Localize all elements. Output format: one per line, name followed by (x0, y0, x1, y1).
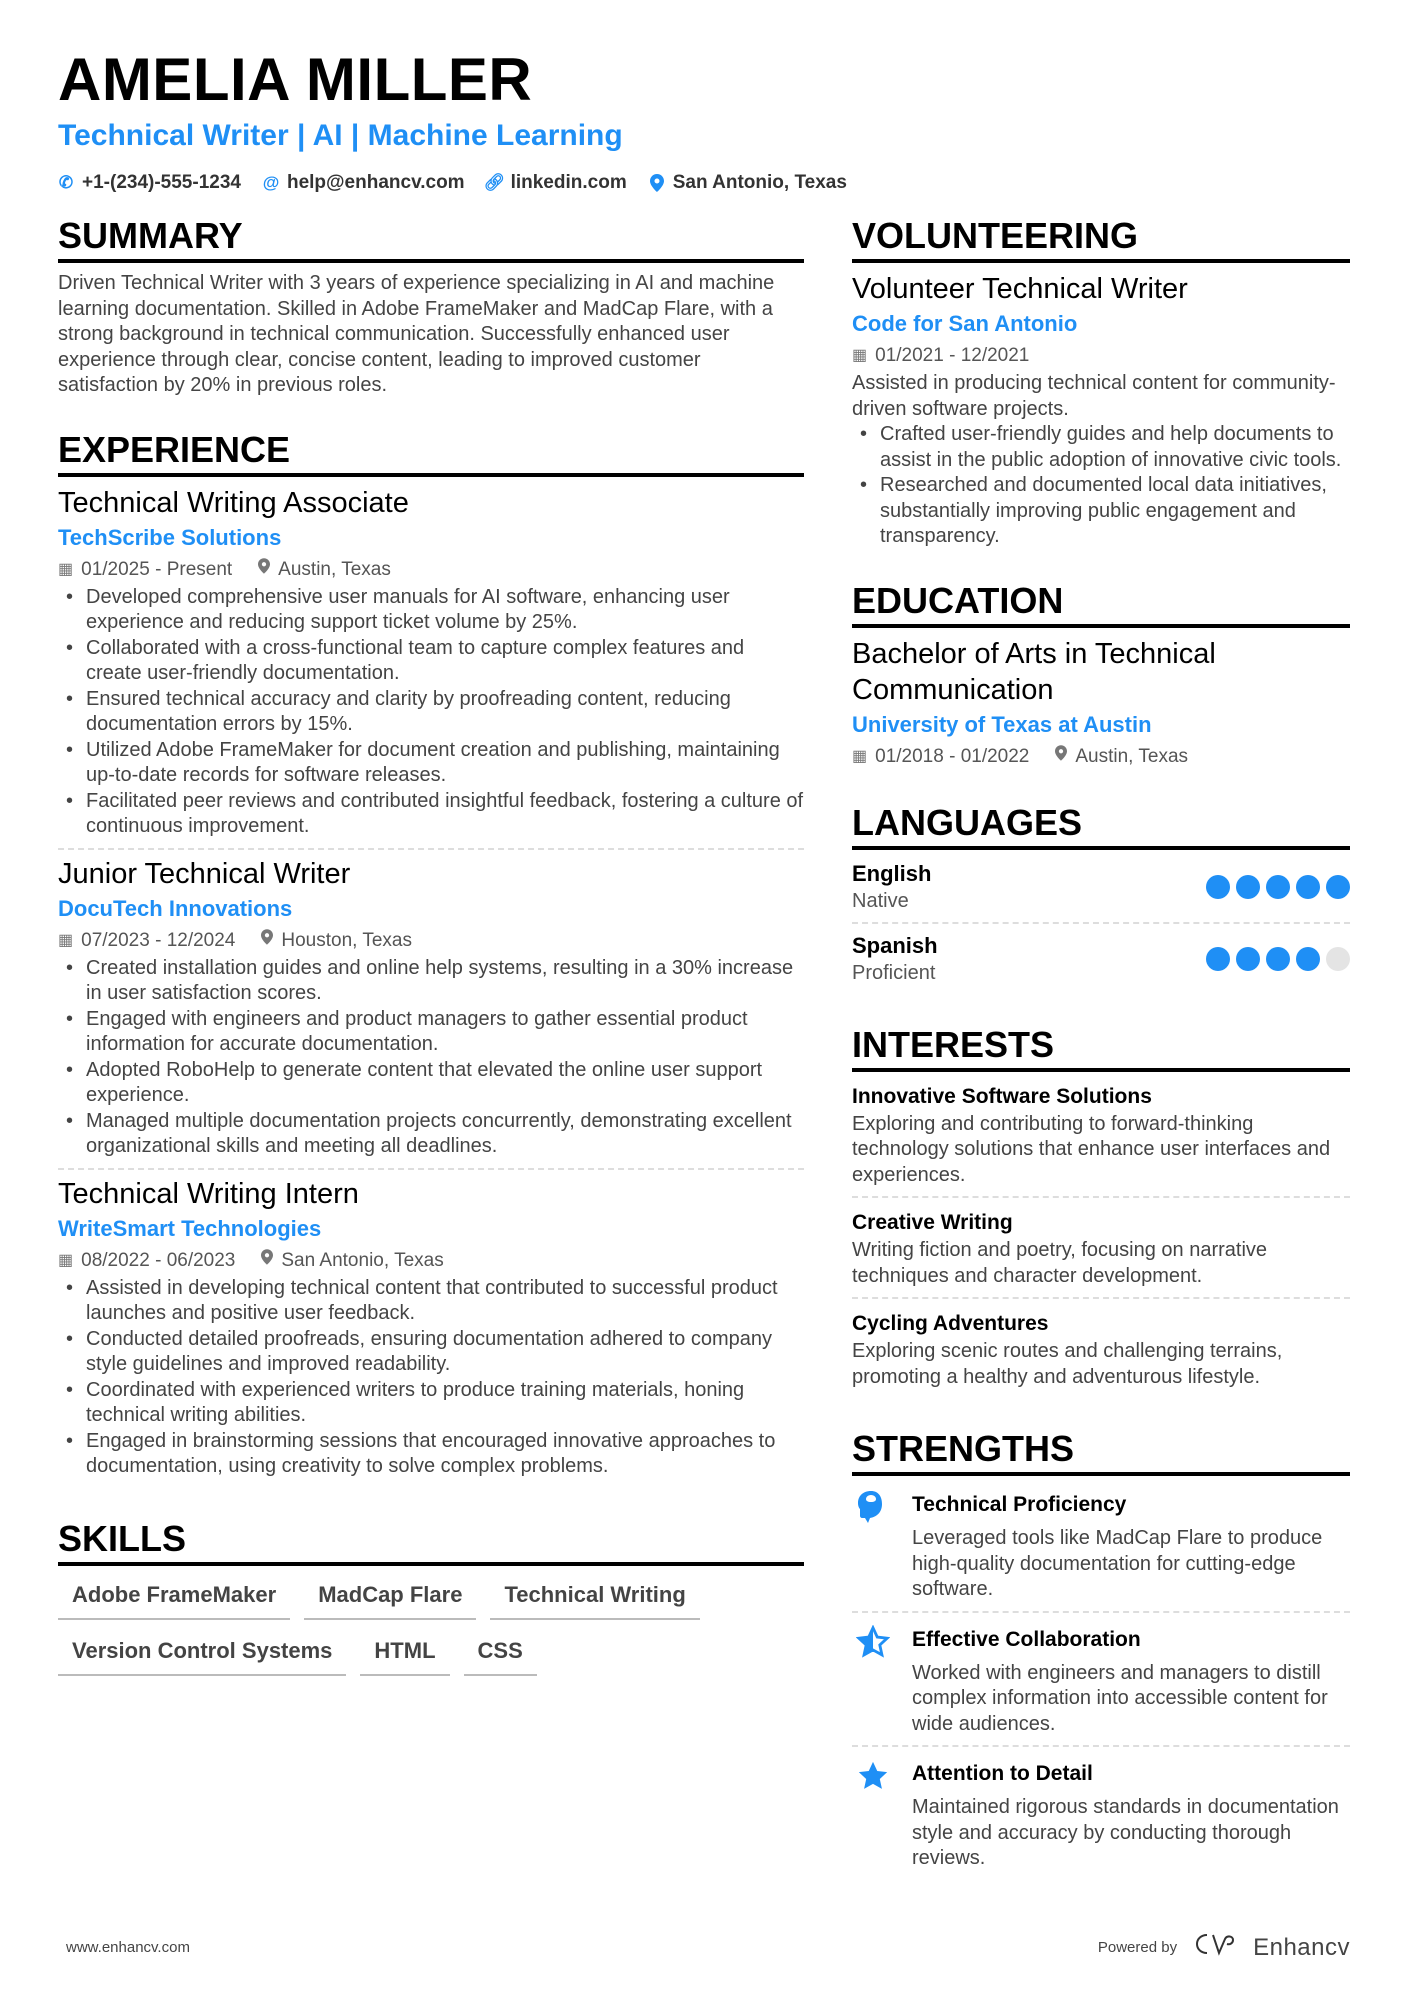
bullet: • Created installation guides and online help systems, resulting in a 30% increase in user satisfaction scores. (58, 956, 804, 1007)
job-bullets (58, 1276, 804, 1480)
location-icon (1055, 742, 1067, 772)
summary-text: Driven Technical Writer with 3 years of experience specializing in AI and machine learning documentation. Skilled in Adobe FrameMaker and MadCap Flare, with a strong background in technical communication. Successfully enhanced user experience through clear, concise content, leading to improved customer satisfaction by 20% in previous roles. (58, 272, 775, 396)
section-title-languages: LANGUAGES (852, 802, 1350, 850)
brand-name: Enhancv (1253, 1933, 1350, 1961)
job-title: Technical Writing Associate (58, 486, 409, 519)
bullet: • Utilized Adobe FrameMaker for document creation and publishing, maintaining up-to-date records for software releases. (58, 738, 804, 789)
bullet: • Developed comprehensive user manuals for AI software, enhancing user experience and reducing support ticket volume by 25%. (58, 585, 804, 636)
bullet: • Engaged in brainstorming sessions that encouraged innovative approaches to documentation, using creativity to solve complex problems. (58, 1429, 804, 1480)
location-icon (261, 1246, 273, 1276)
job-location: San Antonio, Texas (281, 1249, 444, 1271)
bullet: • Assisted in developing technical content that contributed to successful product launches and positive user feedback. (58, 1276, 804, 1327)
language-rating (1206, 947, 1350, 971)
rating-dot-filled (1296, 947, 1320, 971)
language-name: Spanish (852, 932, 938, 958)
section-title-volunteering: VOLUNTEERING (852, 215, 1350, 263)
rating-dot-filled (1236, 947, 1260, 971)
candidate-name: AMELIA MILLER (58, 46, 533, 113)
calendar-icon: ▦ (852, 347, 868, 364)
summary-section (58, 215, 804, 399)
bullet: • Conducted detailed proofreads, ensuring documentation adhered to company style guidelines and improved readability. (58, 1327, 804, 1378)
strength-text: Worked with engineers and managers to distill complex information into accessible content for wide audiences. (912, 1661, 1328, 1735)
section-title-skills: SKILLS (58, 1518, 804, 1566)
volunteering-section (852, 215, 1350, 550)
language-item (852, 930, 1350, 994)
language-rating (1206, 875, 1350, 899)
job-location: Houston, Texas (281, 929, 412, 951)
experience-section (58, 429, 804, 1488)
company-name: DocuTech Innovations (58, 895, 293, 921)
strength-text: Leveraged tools like MadCap Flare to produce high-quality documentation for cutting-edge software. (912, 1527, 1323, 1600)
contact-email-text: help@enhancv.com (286, 172, 465, 193)
page-footer (66, 1932, 1350, 1963)
bullet: • Ensured technical accuracy and clarity by proofreading content, reducing documentation errors by 15%. (58, 687, 804, 738)
calendar-icon: ▦ (58, 560, 74, 578)
company-name: WriteSmart Technologies (58, 1215, 322, 1241)
volunteer-meta (852, 341, 1350, 371)
skill-tag: Adobe FrameMaker (58, 1578, 290, 1620)
right-column (852, 215, 1350, 1910)
contact-linkedin[interactable] (483, 172, 627, 194)
skill-tag: CSS (464, 1634, 537, 1676)
contact-list (58, 172, 1358, 194)
contact-email[interactable] (263, 172, 465, 194)
phone-icon: ✆ (58, 173, 74, 192)
experience-entry (58, 485, 804, 850)
rating-dot-empty (1326, 947, 1350, 971)
footer-website-link[interactable]: www.enhancv.com (66, 1939, 190, 1956)
contact-location (649, 172, 847, 194)
experience-entry (58, 856, 804, 1170)
experience-entry (58, 1176, 804, 1488)
resume-header (58, 44, 1358, 194)
bullet: • Researched and documented local data initiatives, substantially improving public engagement and transparency. (852, 473, 1350, 550)
interest-text: Exploring and contributing to forward-thinking technology solutions that enhance user interfaces and experiences. (852, 1112, 1331, 1186)
candidate-title: Technical Writer | AI | Machine Learning (58, 119, 623, 152)
rating-dot-filled (1266, 875, 1290, 899)
skill-tag: MadCap Flare (304, 1578, 476, 1620)
rating-dot-filled (1326, 875, 1350, 899)
bullet: • Facilitated peer reviews and contributed insightful feedback, fostering a culture of continuous improvement. (58, 789, 804, 840)
section-title-experience: EXPERIENCE (58, 429, 804, 477)
at-icon: @ (262, 173, 280, 192)
bullet: • Engaged with engineers and product managers to gather essential product information for accurate documentation. (58, 1007, 804, 1058)
bullet: • Collaborated with a cross-functional team to capture complex features and create user-friendly documentation. (58, 636, 804, 687)
calendar-icon: ▦ (58, 1251, 74, 1269)
skill-tag: Technical Writing (490, 1578, 699, 1620)
job-dates: 07/2023 - 12/2024 (81, 929, 236, 951)
education-dates: 01/2018 - 01/2022 (875, 745, 1030, 767)
powered-by (1098, 1932, 1350, 1963)
contact-location-text: San Antonio, Texas (672, 172, 847, 193)
bullet: • Coordinated with experienced writers to produce training materials, honing technical writing abilities. (58, 1378, 804, 1429)
volunteer-org: Code for San Antonio (852, 311, 1078, 336)
company-name: TechScribe Solutions (58, 524, 282, 550)
interest-text: Exploring scenic routes and challenging terrains, promoting a healthy and adventurous lifestyle. (852, 1340, 1283, 1388)
job-meta (58, 926, 804, 956)
powered-by-label: Powered by (1097, 1939, 1178, 1956)
rating-dot-filled (1206, 947, 1230, 971)
skill-tag: Version Control Systems (58, 1634, 346, 1676)
job-meta (58, 555, 804, 585)
rating-dot-filled (1206, 875, 1230, 899)
bullet: • Crafted user-friendly guides and help documents to assist in the public adoption of innovative civic tools. (852, 422, 1350, 473)
section-title-summary: SUMMARY (58, 215, 804, 263)
location-icon (649, 174, 665, 192)
job-title: Junior Technical Writer (58, 857, 351, 890)
head-brain-icon (852, 1490, 912, 1603)
interests-section (852, 1024, 1350, 1399)
section-title-education: EDUCATION (852, 580, 1350, 628)
interest-item (852, 1080, 1350, 1199)
rating-dot-filled (1266, 947, 1290, 971)
contact-phone-text: +1-(234)-555-1234 (82, 172, 241, 193)
contact-phone[interactable] (58, 172, 241, 194)
location-icon (258, 555, 270, 585)
job-dates: 01/2025 - Present (81, 558, 233, 580)
rating-dot-filled (1236, 875, 1260, 899)
interest-item (852, 1307, 1350, 1398)
education-location: Austin, Texas (1075, 745, 1189, 767)
left-column (58, 215, 804, 1706)
strength-title: Technical Proficiency (912, 1493, 1127, 1516)
degree: Bachelor of Arts in Technical Communication (852, 637, 1216, 706)
volunteer-bullets (852, 422, 1350, 550)
volunteer-dates: 01/2021 - 12/2021 (875, 345, 1030, 366)
strength-item (852, 1753, 1350, 1880)
education-meta (852, 742, 1350, 772)
calendar-icon: ▦ (58, 931, 74, 949)
job-location: Austin, Texas (278, 558, 391, 580)
section-title-strengths: STRENGTHS (852, 1428, 1350, 1476)
language-item (852, 858, 1350, 924)
job-title: Technical Writing Intern (58, 1177, 359, 1210)
job-bullets (58, 956, 804, 1160)
interest-item (852, 1206, 1350, 1299)
school-name: University of Texas at Austin (852, 711, 1152, 737)
interest-text: Writing fiction and poetry, focusing on narrative techniques and character development. (852, 1239, 1268, 1287)
strength-item (852, 1619, 1350, 1748)
education-section (852, 580, 1350, 772)
link-icon: 🔗︎ (483, 173, 506, 192)
volunteer-description: Assisted in producing technical content for community-driven software projects. (852, 372, 1336, 420)
language-name: English (852, 860, 932, 886)
half-star-icon (852, 1625, 912, 1738)
strengths-section (852, 1428, 1350, 1880)
skills-list (58, 1578, 804, 1676)
language-level: Native (852, 889, 909, 912)
interest-title: Innovative Software Solutions (852, 1084, 1152, 1108)
job-bullets (58, 585, 804, 840)
volunteer-role: Volunteer Technical Writer (852, 273, 1188, 305)
job-meta (58, 1246, 804, 1276)
contact-linkedin-text: linkedin.com (510, 172, 627, 193)
calendar-icon: ▦ (852, 747, 868, 765)
strength-text: Maintained rigorous standards in documentation style and accuracy by conducting thorough reviews. (912, 1796, 1339, 1869)
job-dates: 08/2022 - 06/2023 (81, 1249, 236, 1271)
section-title-interests: INTERESTS (852, 1024, 1350, 1072)
rating-dot-filled (1296, 875, 1320, 899)
interest-title: Cycling Adventures (852, 1312, 1049, 1335)
language-level: Proficient (852, 961, 936, 984)
bullet: • Managed multiple documentation projects concurrently, demonstrating excellent organizational skills and meeting all deadlines. (58, 1109, 804, 1160)
strength-title: Attention to Detail (912, 1762, 1093, 1785)
skills-section (58, 1518, 804, 1676)
skill-tag: HTML (360, 1634, 449, 1676)
enhancv-logo-icon (1193, 1932, 1237, 1963)
star-icon (852, 1759, 912, 1872)
interest-title: Creative Writing (852, 1211, 1013, 1234)
strength-item (852, 1484, 1350, 1613)
bullet: • Adopted RoboHelp to generate content that elevated the online user support experience. (58, 1058, 804, 1109)
location-icon (261, 926, 273, 956)
languages-section (852, 802, 1350, 994)
strength-title: Effective Collaboration (912, 1627, 1141, 1651)
